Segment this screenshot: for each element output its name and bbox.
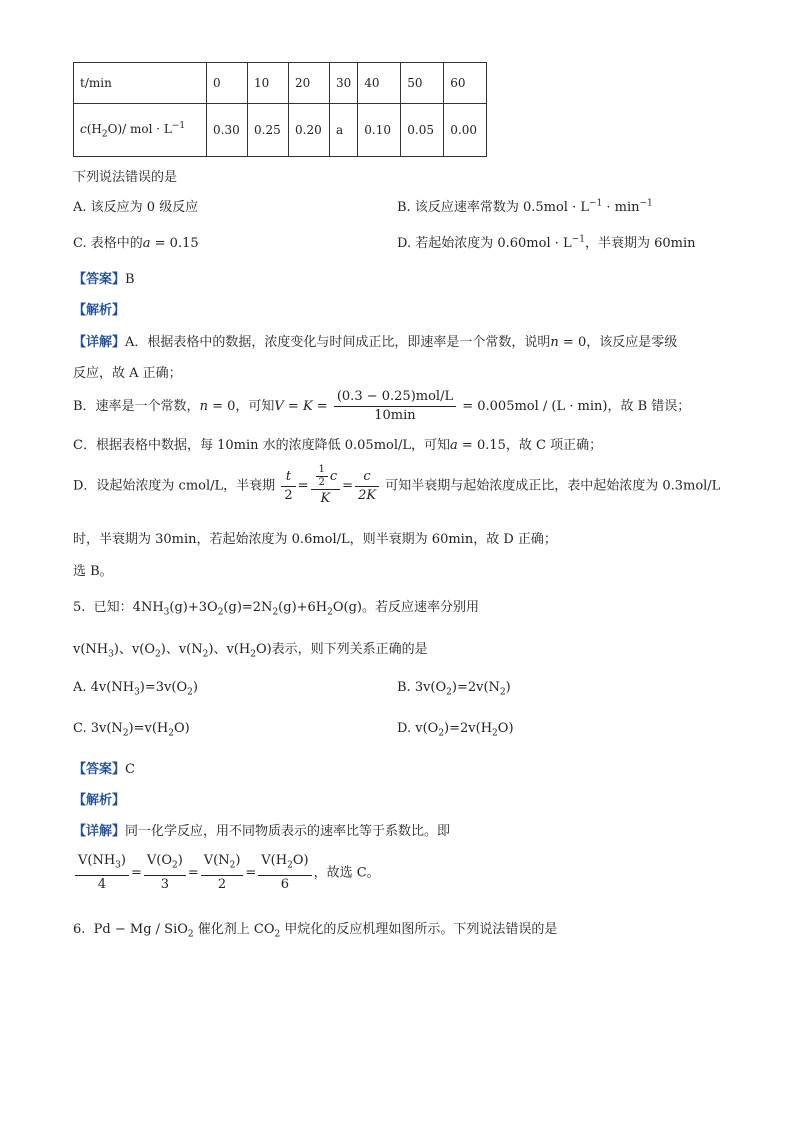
table-cell: a — [330, 104, 358, 157]
q5-option-c: C. $3v(N_2)=v(H_2O)$ — [73, 721, 190, 739]
q4-detail-a: 【详解】A．根据表格中的数据，浓度变化与时间成正比，即速率是一个常数，说明n = 0，该反应是零级 — [73, 335, 678, 350]
fraction: $\frac{c}{2K}$ — [355, 468, 379, 505]
fraction: $\frac{t}{2}$ — [281, 468, 295, 505]
q5-option-d: D. $v(O_2)=2v(H_2O)$ — [397, 721, 514, 739]
q5-analysis-label: 【解析】 — [73, 793, 126, 808]
q4-detail-a-line2: 反应，故 A 正确； — [73, 366, 182, 381]
table-cell: 50 — [401, 63, 444, 104]
table-cell: 0.25 — [248, 104, 289, 157]
q5-stem: 5. 已知：$4NH_3(g)+3O_2(g)=2N_2(g)+6H_2O(g)$。若反应速率分别用 — [73, 600, 479, 618]
q5-ratio-equation: $\frac{V(NH_3)}{4}$ = $\frac{V(O_2)}{3}$ = $\frac{V(N_2)}{2}$ = $\frac{V(H_2O)}{6}$ ，故选 C。 — [73, 852, 380, 894]
table-cell: 10 — [248, 63, 289, 104]
fraction: $\frac{V(NH_3)}{4}$ — [75, 852, 129, 894]
q5-detail: 【详解】同一化学反应，用不同物质表示的速率比等于系数比。即 — [73, 824, 451, 839]
table-cell: 20 — [289, 63, 330, 104]
table-cell: 0.10 — [358, 104, 401, 157]
table-cell: 40 — [358, 63, 401, 104]
table-cell: 0 — [207, 63, 248, 104]
q4-option-c: C. 表格中的a = 0.15 — [73, 236, 199, 251]
table-cell: 0.00 — [444, 104, 487, 157]
q4-prompt: 下列说法错误的是 — [73, 170, 178, 185]
fraction: $\frac{V(N_2)}{2}$ — [201, 852, 244, 894]
q4-analysis-label: 【解析】 — [73, 303, 126, 318]
q4-detail-c: C．根据表格中数据，每 10min 水的浓度降低 0.05mol/L，可知a = 0.15，故 C 项正确； — [73, 438, 603, 453]
q5-stem-line2: $v(NH_3)$、$v(O_2)$、$v(N_2)$、$v(H_2O)$表示，则下列关系正确的是 — [73, 642, 428, 660]
table-row — [74, 104, 487, 157]
table-row — [74, 63, 487, 104]
table-cell: 0.30 — [207, 104, 248, 157]
q4-detail-d-line2: 时，半衰期为 30min，若起始浓度为 0.6mol/L，则半衰期为 60min，故 D 正确； — [73, 532, 557, 547]
q5-answer: 【答案】C — [73, 762, 135, 777]
q5-option-b: B. $3v(O_2)=2v(N_2)$ — [397, 680, 511, 698]
table-header-concentration: $c(H_2O)/$ mol · $L^{-1}$ — [74, 104, 207, 157]
table-cell: 0.20 — [289, 104, 330, 157]
fraction: $\frac{V(O_2)}{3}$ — [144, 852, 186, 894]
fraction: $\frac{1}{2}$ c K — [311, 464, 341, 508]
q4-option-d: D. 若起始浓度为 $0.60mol \cdot L^{-1}$，半衰期为 60min — [397, 234, 696, 251]
q4-detail-d: D．设起始浓度为 cmol/L，半衰期 $\frac{t}{2}$ = $\frac{1}{2}$ c K = $\frac{c}{2K}$ 可知半衰期与起始浓度成正比，表中起始浓度为 0.3mol/L — [73, 464, 721, 506]
fraction: $\frac{\text{(0.3 − 0.25)mol/L}}{10\min}$ — [334, 388, 456, 425]
q4-answer: 【答案】B — [73, 272, 135, 287]
table-cell: 30 — [330, 63, 358, 104]
q4-option-a: A. 该反应为 0 级反应 — [73, 200, 199, 215]
q5-option-a: A. $4v(NH_3)=3v(O_2)$ — [73, 680, 198, 698]
table-cell: 0.05 — [401, 104, 444, 157]
table-cell: 60 — [444, 63, 487, 104]
q4-option-b: B. 该反应速率常数为 $0.5mol \cdot L^{-1} \cdot \min^{-1}$ — [397, 198, 653, 215]
fraction: $\frac{V(H_2O)}{6}$ — [258, 852, 311, 894]
q4-detail-b: B．速率是一个常数，n = 0，可知V = K = $\frac{\text{(0.3 − 0.25)mol/L}}{10\min}$ = 0.005mol / (L · min)，故 B 错误； — [73, 389, 691, 423]
q4-conclusion: 选 B。 — [73, 564, 113, 579]
q6-stem: 6. Pd − Mg / SiO$_2$ 催化剂上 $CO_2$ 甲烷化的反应机理如图所示。下列说法错误的是 — [73, 922, 558, 940]
concentration-table — [73, 62, 487, 157]
table-header-time: t/min — [74, 63, 207, 104]
